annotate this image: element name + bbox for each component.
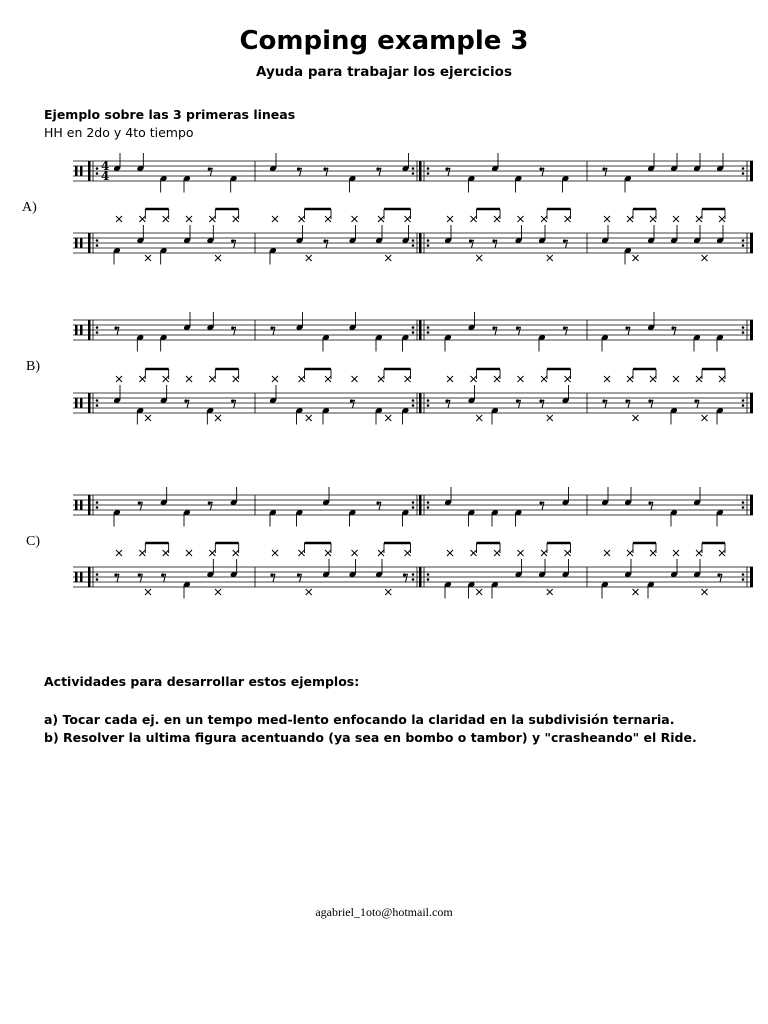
- repeat-dot: [427, 172, 430, 175]
- activities-heading: Actividades para desarrollar estos ejemplos:: [44, 674, 360, 689]
- percussion-clef: [80, 500, 83, 510]
- repeat-dot: [742, 399, 745, 402]
- system-label-c: C): [26, 534, 40, 549]
- repeat-start: [88, 393, 91, 413]
- activity-a: a) Tocar cada ej. en un tempo med-lento enfocando la claridad en la subdivisión ternaria.: [44, 712, 675, 727]
- barline: [419, 320, 422, 340]
- percussion-clef: [75, 500, 78, 510]
- intro-line-2: HH en 2do y 4to tiempo: [44, 125, 194, 140]
- repeat-dot: [427, 404, 430, 407]
- percussion-clef: [75, 572, 78, 582]
- repeat-dot: [742, 331, 745, 334]
- repeat-dot: [412, 501, 415, 504]
- repeat-dot: [96, 331, 99, 334]
- repeat-dot: [412, 578, 415, 581]
- repeat-dot: [742, 239, 745, 242]
- page-title: Comping example 3: [239, 26, 529, 56]
- repeat-dot: [412, 239, 415, 242]
- repeat-start: [88, 320, 91, 340]
- activity-b: b) Resolver la ultima figura acentuando (ya sea en bombo o tambor) y "crasheando" el Ride.: [44, 730, 697, 745]
- repeat-dot: [412, 506, 415, 509]
- repeat-dot: [412, 326, 415, 329]
- percussion-clef: [75, 398, 78, 408]
- repeat-dot: [427, 239, 430, 242]
- repeat-dot: [412, 167, 415, 170]
- time-signature-top: 4: [101, 159, 110, 173]
- system-label-a: A): [22, 200, 37, 215]
- repeat-dot: [427, 331, 430, 334]
- repeat-dot: [412, 404, 415, 407]
- repeat-dot: [96, 244, 99, 247]
- repeat-dot: [412, 331, 415, 334]
- repeat-end: [750, 567, 753, 587]
- repeat-dot: [96, 172, 99, 175]
- repeat-dot: [96, 506, 99, 509]
- repeat-dot: [96, 399, 99, 402]
- percussion-clef: [80, 238, 83, 248]
- percussion-clef: [75, 238, 78, 248]
- repeat-end: [750, 393, 753, 413]
- percussion-clef: [80, 572, 83, 582]
- repeat-start: [88, 233, 91, 253]
- barline: [419, 233, 422, 253]
- repeat-dot: [427, 167, 430, 170]
- percussion-clef: [80, 325, 83, 335]
- repeat-dot: [96, 404, 99, 407]
- repeat-dot: [96, 239, 99, 242]
- repeat-dot: [427, 506, 430, 509]
- repeat-dot: [427, 578, 430, 581]
- repeat-end: [750, 233, 753, 253]
- repeat-dot: [412, 399, 415, 402]
- repeat-start: [88, 567, 91, 587]
- repeat-dot: [96, 167, 99, 170]
- repeat-dot: [742, 501, 745, 504]
- repeat-dot: [427, 326, 430, 329]
- repeat-dot: [427, 244, 430, 247]
- percussion-clef: [75, 166, 78, 176]
- barline: [419, 495, 422, 515]
- percussion-clef: [80, 398, 83, 408]
- repeat-dot: [96, 326, 99, 329]
- repeat-start: [88, 495, 91, 515]
- barline: [419, 393, 422, 413]
- repeat-dot: [742, 326, 745, 329]
- barline: [419, 567, 422, 587]
- repeat-dot: [412, 573, 415, 576]
- repeat-dot: [96, 501, 99, 504]
- repeat-dot: [742, 167, 745, 170]
- repeat-dot: [427, 573, 430, 576]
- repeat-end: [750, 495, 753, 515]
- repeat-dot: [427, 501, 430, 504]
- intro-line-1: Ejemplo sobre las 3 primeras lineas: [44, 107, 296, 122]
- page-subtitle: Ayuda para trabajar los ejercicios: [256, 64, 512, 80]
- repeat-end: [750, 320, 753, 340]
- repeat-dot: [742, 404, 745, 407]
- percussion-clef: [75, 325, 78, 335]
- activities-block: [44, 673, 697, 747]
- repeat-start: [88, 161, 91, 181]
- repeat-dot: [742, 506, 745, 509]
- barline: [419, 161, 422, 181]
- repeat-dot: [742, 573, 745, 576]
- repeat-dot: [427, 399, 430, 402]
- repeat-dot: [412, 244, 415, 247]
- repeat-dot: [742, 172, 745, 175]
- repeat-dot: [96, 578, 99, 581]
- repeat-dot: [742, 244, 745, 247]
- repeat-dot: [412, 172, 415, 175]
- repeat-dot: [742, 578, 745, 581]
- contact-email: agabriel_1oto@hotmail.com: [315, 905, 453, 919]
- repeat-end: [750, 161, 753, 181]
- time-signature-bottom: 4: [101, 169, 110, 183]
- percussion-clef: [80, 166, 83, 176]
- repeat-dot: [96, 573, 99, 576]
- system-label-b: B): [26, 359, 40, 374]
